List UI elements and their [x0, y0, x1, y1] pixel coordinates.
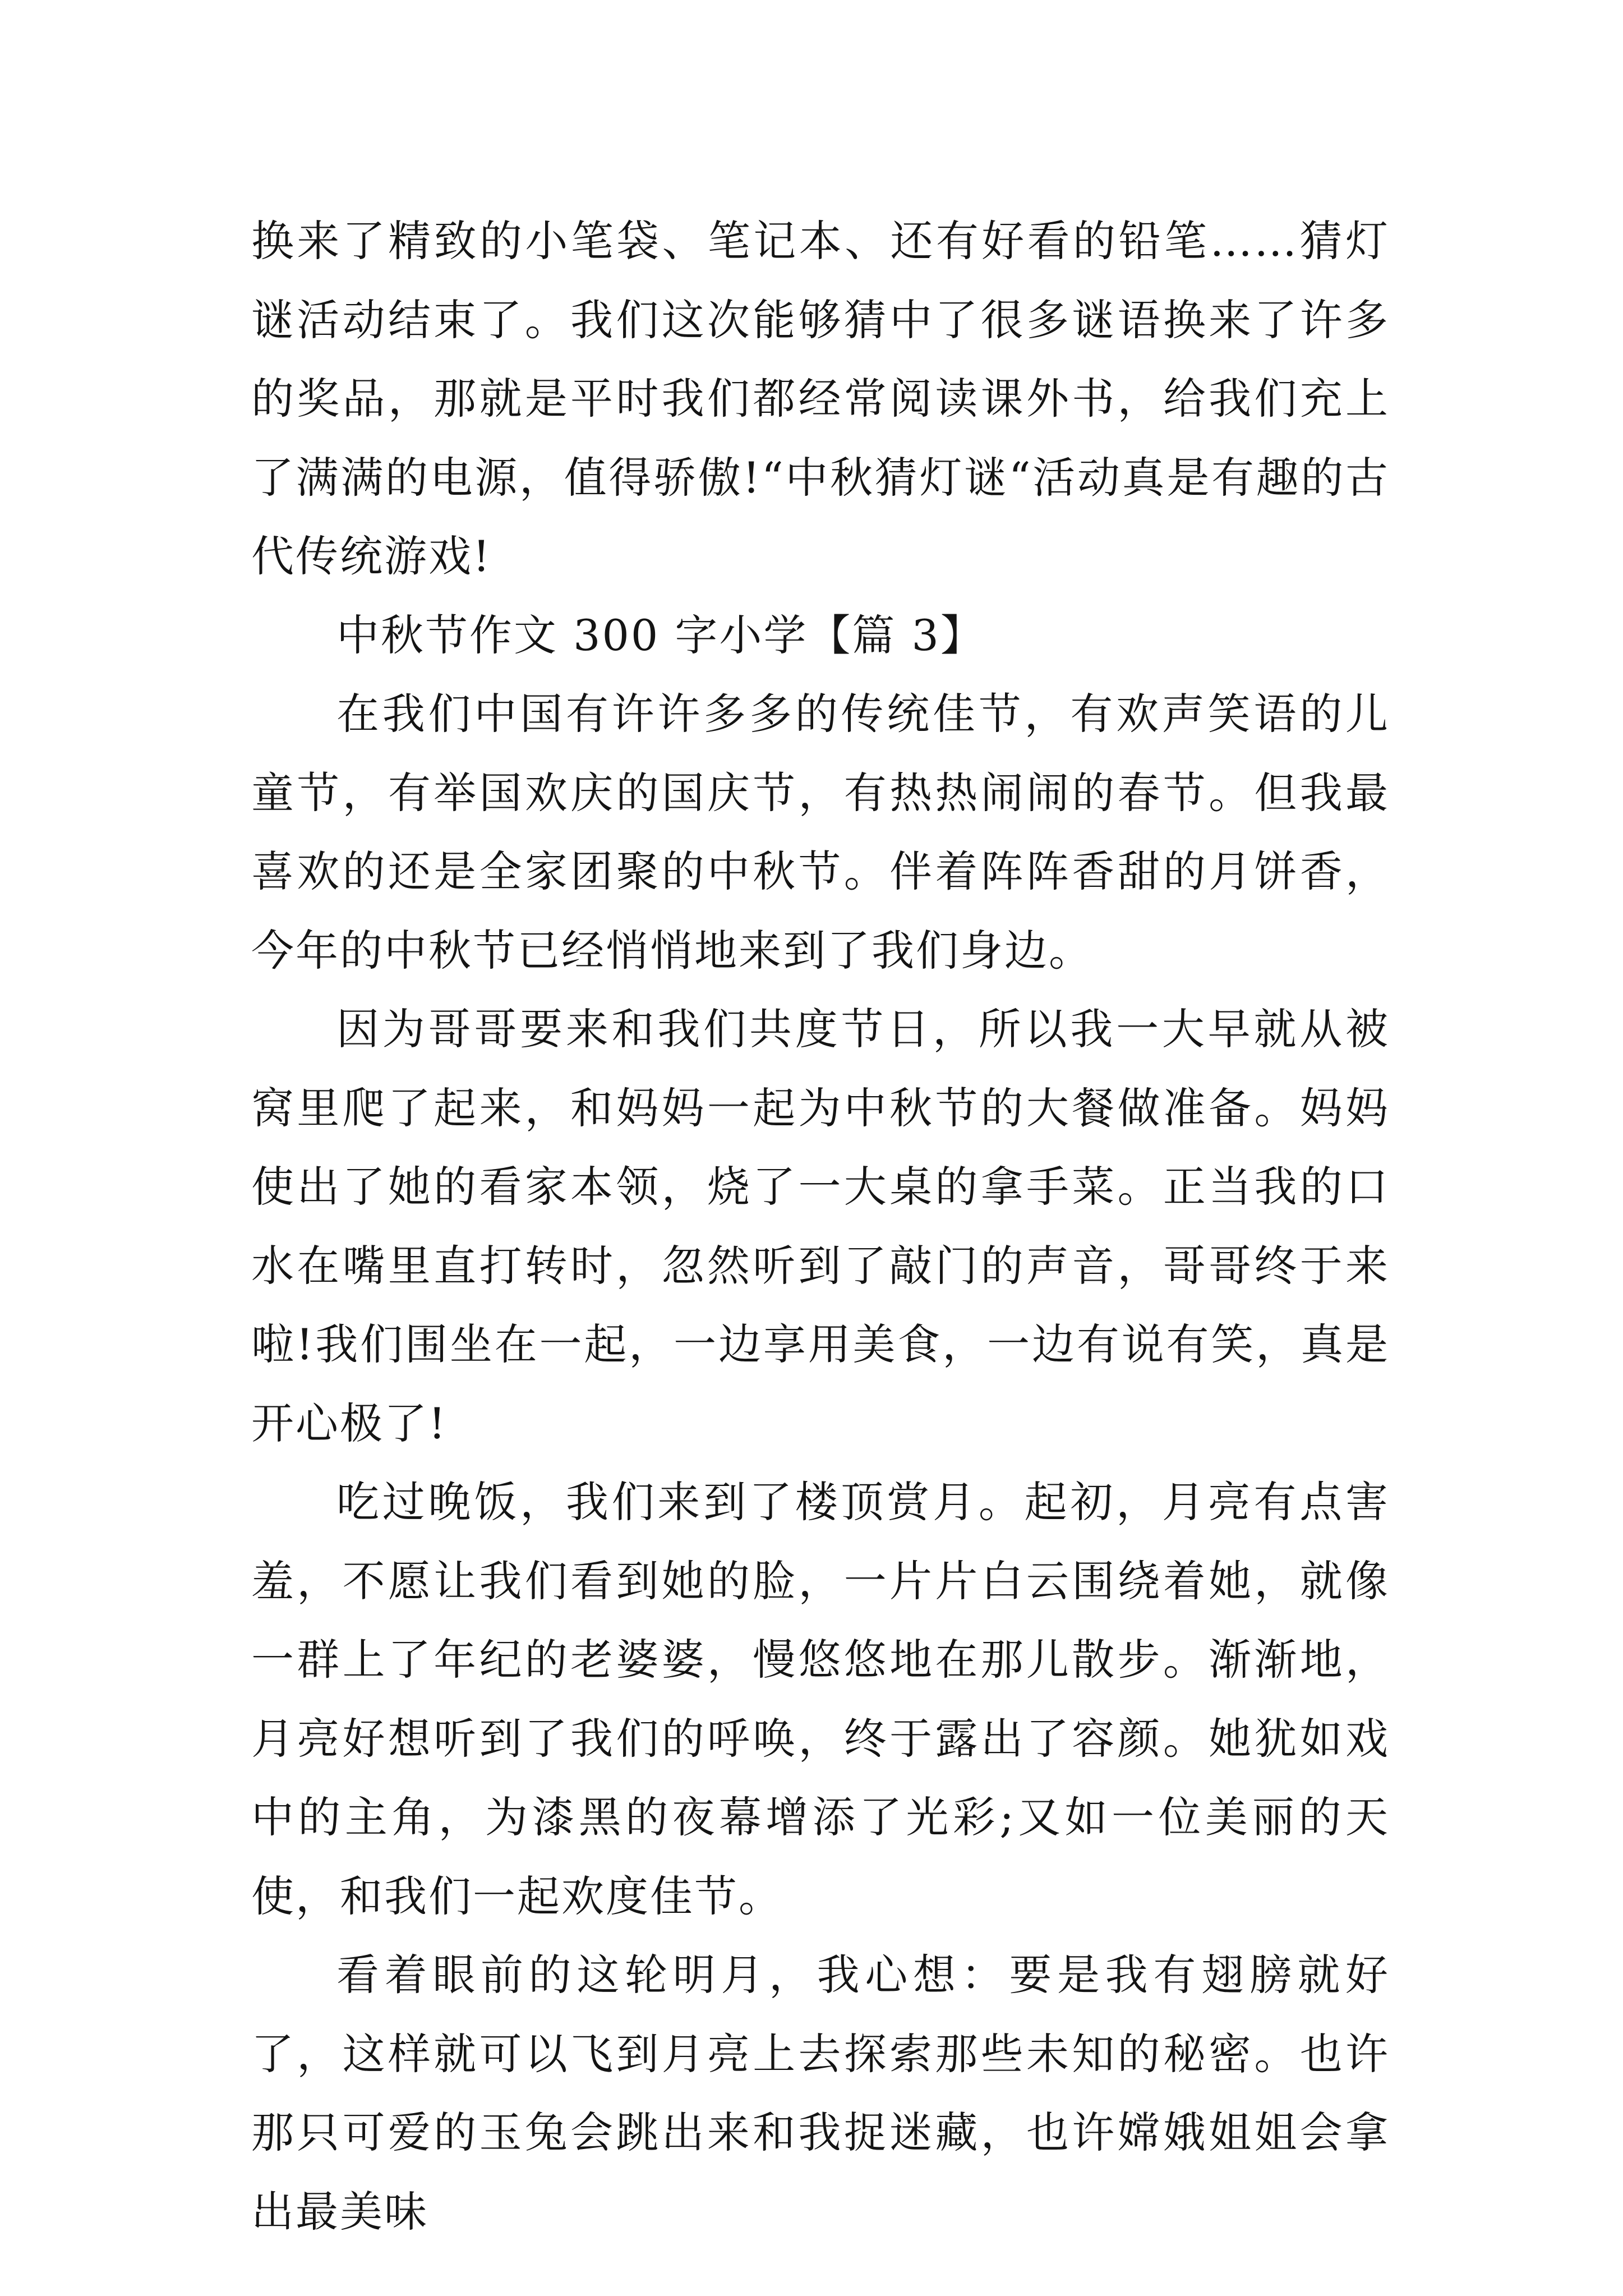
- section-heading: 中秋节作文 300 字小学【篇 3】: [336, 610, 985, 660]
- paragraph-4: 看着眼前的这轮明月，我心想：要是我有翅膀就好了，这样就可以飞到月亮上去探索那些未知的秘密。也许那只可爱的玉兔会跳出来和我捉迷藏，也许嫦娥姐姐会拿出最美味: [251, 1950, 1390, 2237]
- paragraph-3: 吃过晚饭，我们来到了楼顶赏月。起初，月亮有点害羞，不愿让我们看到她的脸，一片片白云围绕着她，就像一群上了年纪的老婆婆，慢悠悠地在那儿散步。渐渐地，月亮好想听到了我们的呼唤，终于露出了容颜。她犹如戏中的主角，为漆黑的夜幕增添了光彩;又如一位美丽的天使，和我们一起欢度佳节。: [251, 1477, 1390, 1921]
- document-body: [251, 202, 1390, 2251]
- paragraph-continued: 换来了精致的小笔袋、笔记本、还有好看的铅笔……猜灯谜活动结束了。我们这次能够猜中了很多谜语换来了许多的奖品，那就是平时我们都经常阅读课外书，给我们充上了满满的电源，值得骄傲!“中秋猜灯谜“活动真是有趣的古代传统游戏!: [251, 216, 1390, 581]
- paragraph-2: 因为哥哥要来和我们共度节日，所以我一大早就从被窝里爬了起来，和妈妈一起为中秋节的大餐做准备。妈妈使出了她的看家本领，烧了一大桌的拿手菜。正当我的口水在嘴里直打转时，忽然听到了敲门的声音，哥哥终于来啦!我们围坐在一起，一边享用美食，一边有说有笑，真是开心极了!: [251, 1004, 1390, 1448]
- paragraph-1: 在我们中国有许许多多的传统佳节，有欢声笑语的儿童节，有举国欢庆的国庆节，有热热闹闹的春节。但我最喜欢的还是全家团聚的中秋节。伴着阵阵香甜的月饼香，今年的中秋节已经悄悄地来到了我们身边。: [251, 689, 1390, 976]
